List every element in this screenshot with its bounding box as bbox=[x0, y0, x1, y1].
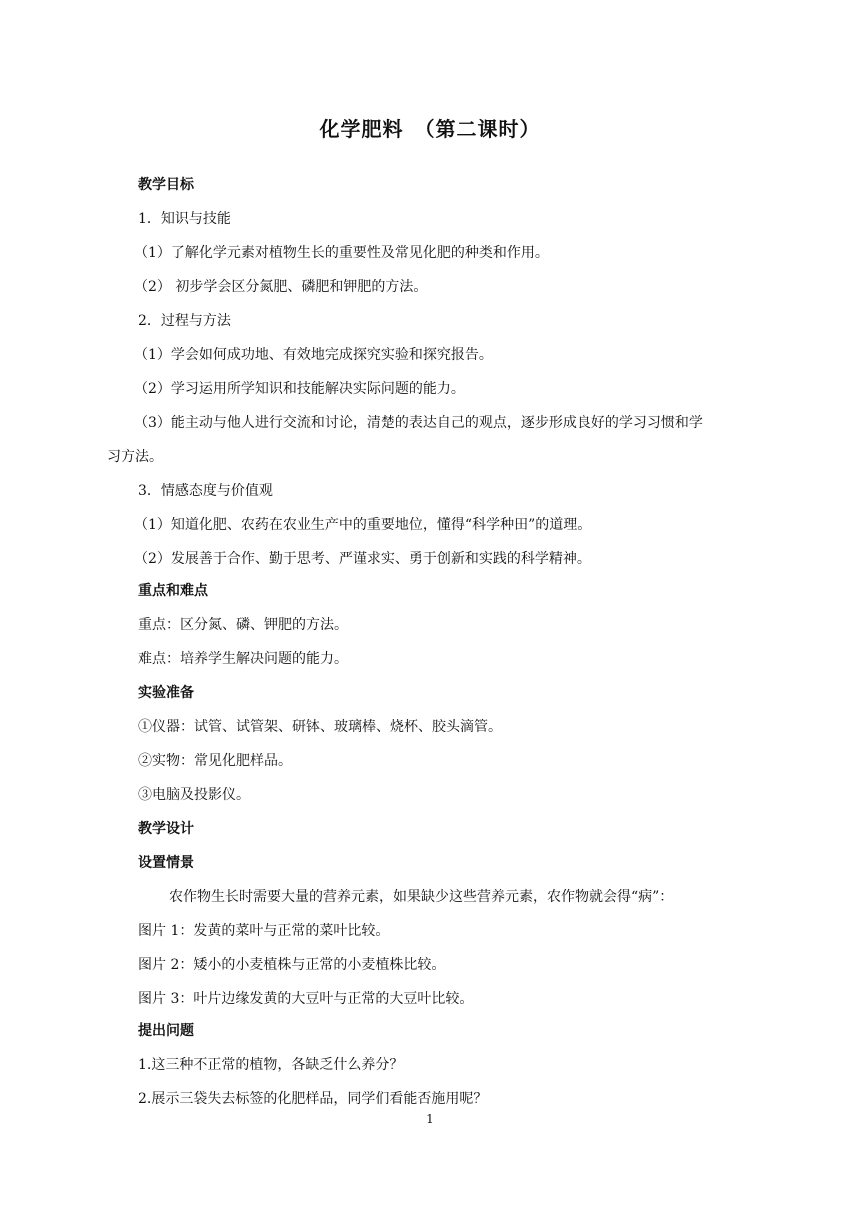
page-title: 化学肥料 （第二课时） bbox=[319, 117, 541, 141]
paragraph: 2．过程与方法 bbox=[138, 313, 231, 329]
paragraph: （1）学会如何成功地、有效地完成探究实验和探究报告。 bbox=[134, 347, 493, 363]
heading-key-points: 重点和难点 bbox=[138, 583, 208, 599]
paragraph: 图片 1：发黄的菜叶与正常的菜叶比较。 bbox=[138, 923, 390, 939]
paragraph: （2）学习运用所学知识和技能解决实际问题的能力。 bbox=[134, 381, 465, 397]
paragraph: ③电脑及投影仪。 bbox=[138, 787, 250, 803]
paragraph: 农作物生长时需要大量的营养元素，如果缺少这些营养元素，农作物就会得“病”： bbox=[169, 889, 674, 905]
paragraph: 重点：区分氮、磷、钾肥的方法。 bbox=[138, 617, 348, 633]
heading-teaching-design: 教学设计 bbox=[138, 821, 194, 837]
paragraph: （1）知道化肥、农药在农业生产中的重要地位，懂得“科学种田”的道理。 bbox=[134, 517, 592, 533]
paragraph: 习方法。 bbox=[107, 449, 163, 465]
paragraph: 2.展示三袋失去标签的化肥样品，同学们看能否施用呢？ bbox=[138, 1091, 488, 1107]
paragraph: 3．情感态度与价值观 bbox=[138, 483, 273, 499]
paragraph: ②实物：常见化肥样品。 bbox=[138, 753, 292, 769]
page-number: 1 bbox=[426, 1112, 434, 1126]
paragraph: 难点：培养学生解决问题的能力。 bbox=[138, 651, 348, 667]
paragraph: （1）了解化学元素对植物生长的重要性及常见化肥的种类和作用。 bbox=[134, 245, 549, 261]
heading-experiment-prep: 实验准备 bbox=[138, 685, 194, 701]
paragraph: 1．知识与技能 bbox=[138, 211, 231, 227]
paragraph: 图片 2：矮小的小麦植株与正常的小麦植株比较。 bbox=[138, 957, 446, 973]
paragraph: 图片 3：叶片边缘发黄的大豆叶与正常的大豆叶比较。 bbox=[138, 991, 474, 1007]
paragraph: （2）发展善于合作、勤于思考、严谨求实、勇于创新和实践的科学精神。 bbox=[134, 551, 591, 567]
heading-set-scene: 设置情景 bbox=[138, 855, 194, 871]
paragraph: （3）能主动与他人进行交流和讨论，清楚的表达自己的观点，逐步形成良好的学习习惯和学 bbox=[134, 415, 703, 431]
heading-raise-questions: 提出问题 bbox=[138, 1023, 194, 1039]
paragraph: 1.这三种不正常的植物，各缺乏什么养分？ bbox=[138, 1057, 404, 1073]
paragraph: ①仪器：试管、试管架、研钵、玻璃棒、烧杯、胶头滴管。 bbox=[138, 719, 502, 735]
heading-teaching-goals: 教学目标 bbox=[138, 177, 194, 193]
paragraph: （2） 初步学会区分氮肥、磷肥和钾肥的方法。 bbox=[134, 279, 428, 295]
